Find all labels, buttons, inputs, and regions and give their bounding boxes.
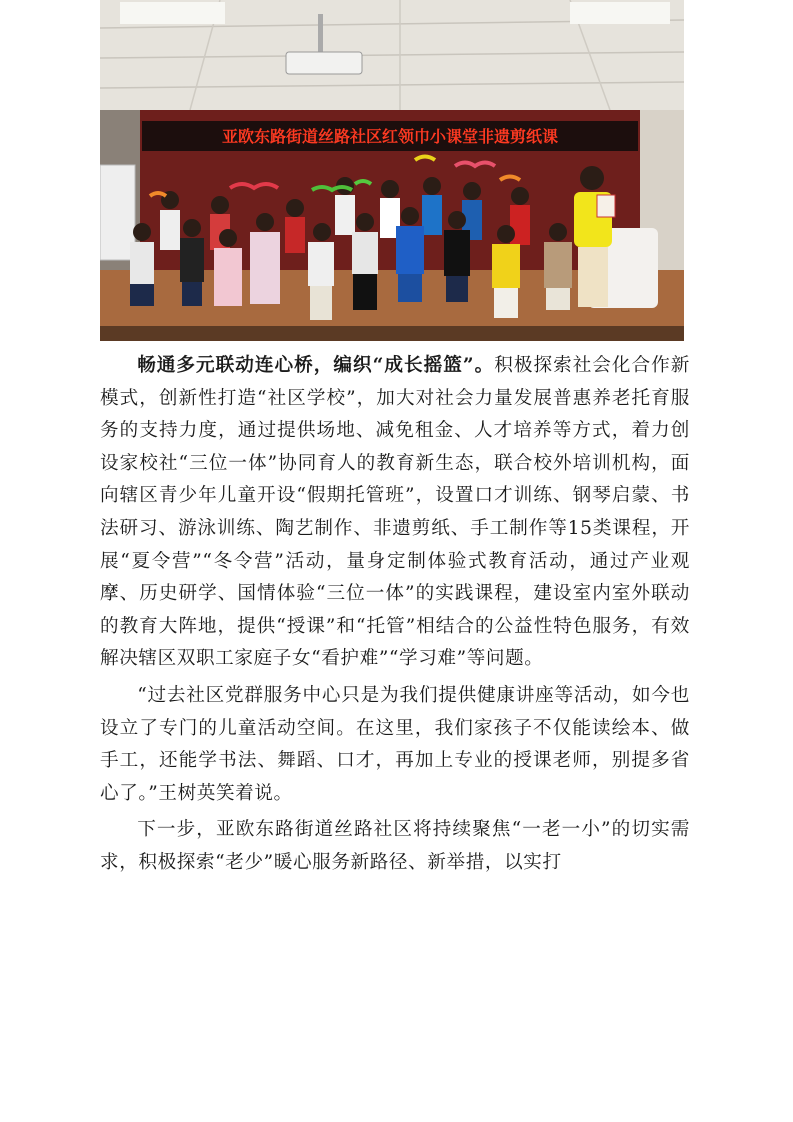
article-body	[100, 350, 690, 884]
paragraph-text: 积极探索社会化合作新模式，创新性打造“社区学校”，加大对社会力量发展普惠养老托育服务的支持力度，通过提供场地、减免租金、人才培养等方式，着力创设家校社“三位一体”协同育人的教育新生态，联合校外培训机构，面向辖区青少年儿童开设“假期托管班”，设置口才训练、钢琴启蒙、书法研习、游泳训练、陶艺制作、非遗剪纸、手工制作等15类课程，开展“夏令营”“冬令营”活动，量身定制体验式教育活动，通过产业观摩、历史研学、国情体验“三位一体”的实践课程，建设室内室外联动的教育大阵地，提供“授课”和“托管”相结合的公益性特色服务，有效解决辖区双职工家庭子女“看护难”“学习难”等问题。	[100, 355, 690, 670]
paragraph: 下一步，亚欧东路街道丝路社区将持续聚焦“一老一小”的切实需求，积极探索“老少”暖心服务新路径、新举措，以实打	[100, 819, 690, 873]
paragraph: “过去社区党群服务中心只是为我们提供健康讲座等活动，如今也设立了专门的儿童活动空间。在这里，我们家孩子不仅能读绘本、做手工，还能学书法、舞蹈、口才，再加上专业的授课老师，别提多省心了。”王树英笑着说。	[100, 684, 690, 804]
paragraph-lead: 畅通多元联动连心桥，编织“成长摇篮”。	[137, 355, 495, 376]
paragraph	[100, 350, 690, 676]
banner-text: 亚欧东路街道丝路社区红领巾小课堂非遗剪纸课	[221, 127, 559, 146]
group-photo	[100, 0, 684, 341]
